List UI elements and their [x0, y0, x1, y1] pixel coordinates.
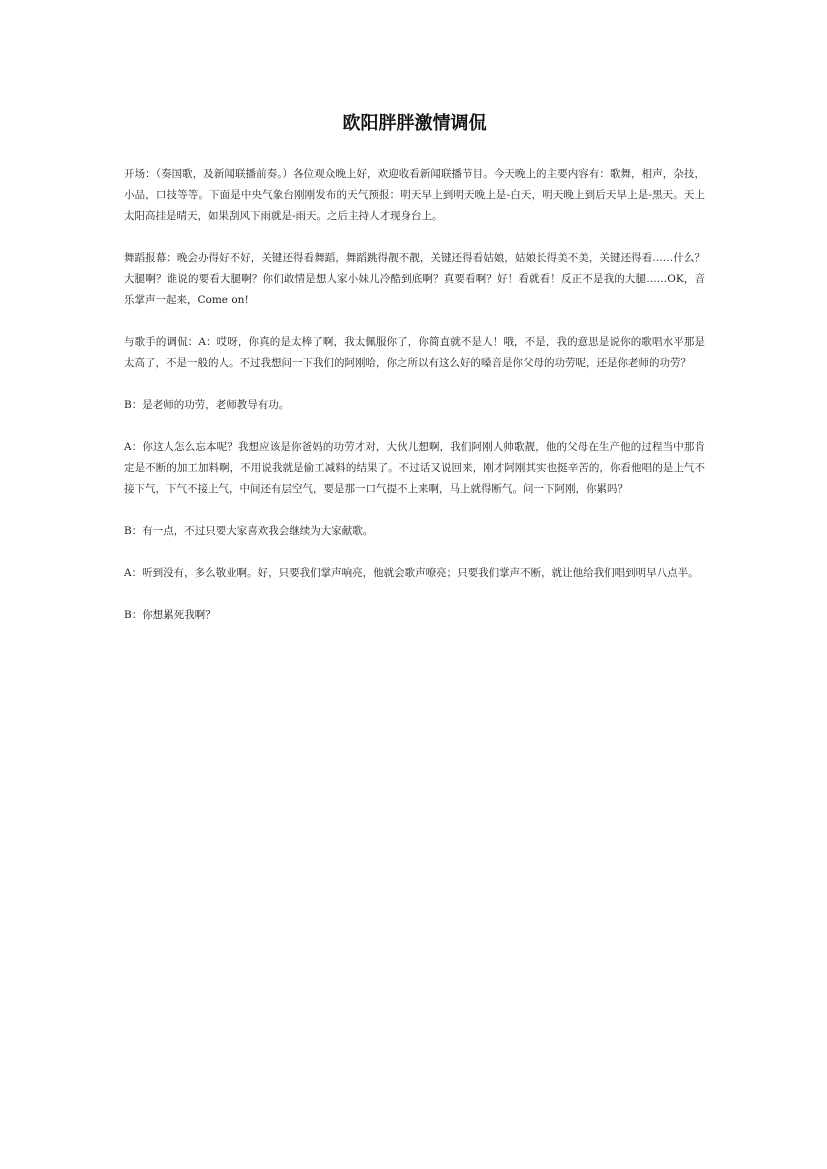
paragraph-dialogue-b1: B：是老师的功劳，老师教导有功。	[124, 399, 290, 411]
paragraph-dialogue-a2: A：听到没有，多么敬业啊。好，只要我们掌声响亮，他就会歌声嘹亮；只要我们掌声不断，就让他给我们唱到明早八点半。	[124, 567, 699, 579]
paragraph-opening: 开场：（奏国歌，及新闻联播前奏。）各位观众晚上好，欢迎收看新闻联播节目。今天晚上的主要内容有：歌舞，相声，杂技，小品，口技等等。下面是中央气象台刚刚发布的天气预报：明天早上到明天晚上是-白天，明天晚上到后天早上是-黑天。天上太阳高挂是晴天，如果刮风下雨就是-雨天。之后主持人才现身台上。	[124, 168, 705, 222]
document-title: 欧阳胖胖激情调侃	[342, 113, 487, 134]
paragraph-dialogue-b2: B：有一点，不过只要大家喜欢我会继续为大家献歌。	[124, 525, 374, 537]
paragraph-singer-banter: 与歌手的调侃：A：哎呀，你真的是太棒了啊，我太佩服你了，你简直就不是人！哦，不是，我的意思是说你的歌唱水平那是太高了，不是一般的人。不过我想问一下我们的阿刚哈，你之所以有这么好的嗓音是你父母的功劳呢，还是你老师的功劳？	[124, 336, 705, 369]
paragraph-dance-intro: 舞蹈报幕：晚会办得好不好，关键还得看舞蹈，舞蹈跳得靓不靓，关键还得看姑娘，姑娘长得美不美，关键还得看……什么？大腿啊？谁说的要看大腿啊？你们敢情是想人家小妹儿冷酷到底啊？真要看啊？好！看就看！反正不是我的大腿……OK，音乐掌声一起来，Come on!	[124, 252, 705, 306]
paragraph-dialogue-b3: B：你想累死我啊？	[124, 609, 216, 621]
paragraph-dialogue-a1: A：你这人怎么忘本呢？我想应该是你爸妈的功劳才对，大伙儿想啊，我们阿刚人帅歌靓，他的父母在生产他的过程当中那肯定是不断的加工加料啊，不用说我就是偷工减料的结果了。不过话又说回来，刚才阿刚其实也挺辛苦的，你看他唱的是上气不接下气，下气不接上气，中间还有层空气，要是那一口气提不上来啊，马上就得断气。问一下阿刚，你累吗？	[124, 441, 705, 495]
